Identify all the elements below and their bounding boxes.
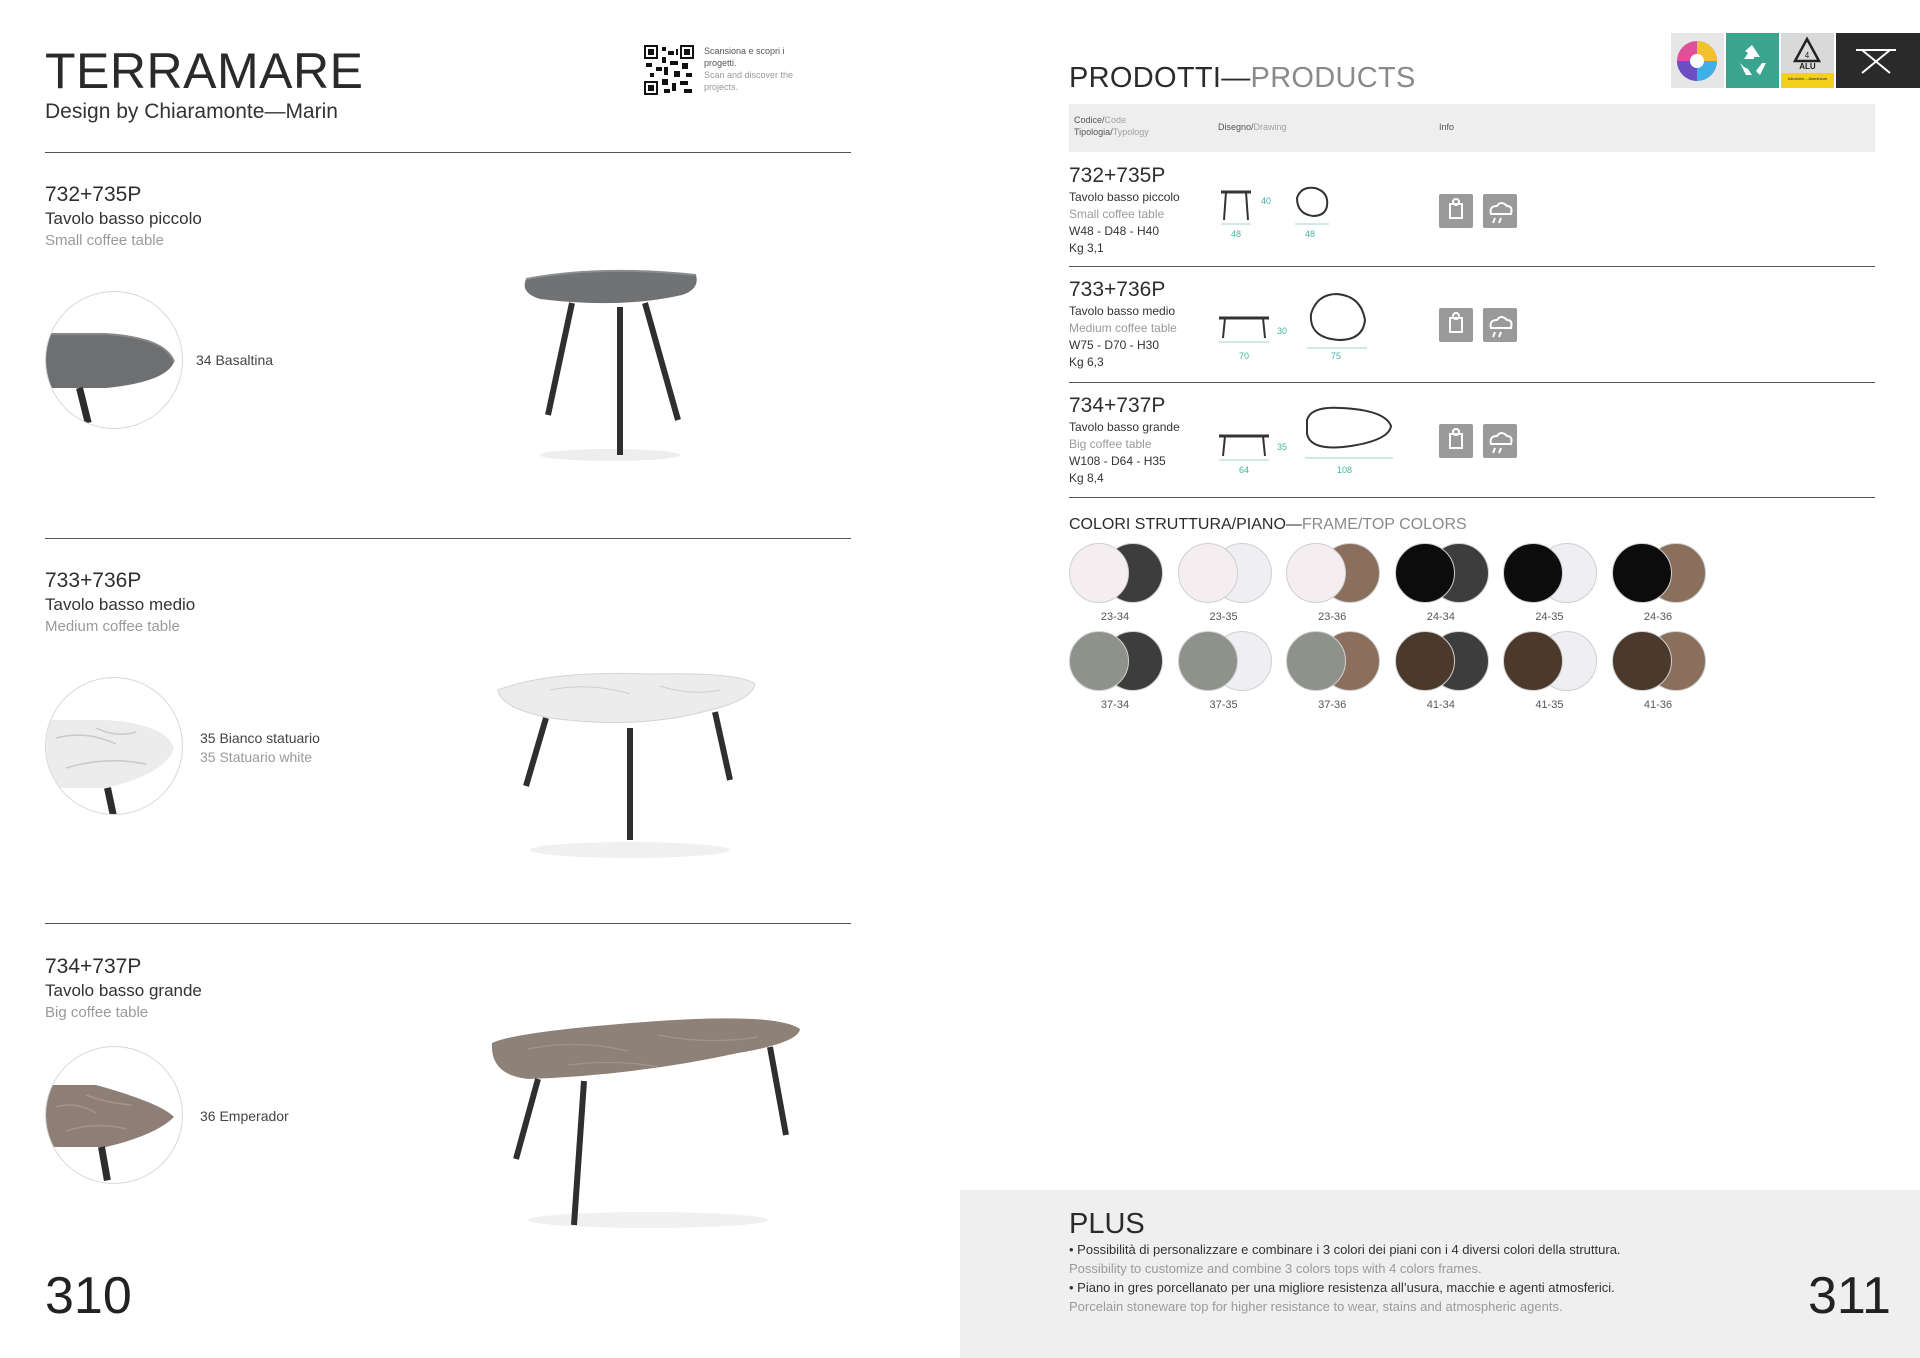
color-combo-37-35 bbox=[1178, 631, 1270, 711]
frame-color-dot bbox=[1612, 631, 1672, 691]
weather-resistant-icon bbox=[1483, 194, 1517, 228]
page-number: 310 bbox=[45, 1267, 132, 1325]
table-row bbox=[1069, 164, 1875, 264]
qr-caption-en: Scan and discover the projects. bbox=[704, 70, 794, 92]
drawing-height: 40 bbox=[1261, 196, 1272, 206]
frame-color-dot bbox=[1069, 543, 1129, 603]
plus-line-1-en: Possibility to customize and combine 3 colors tops with 4 colors frames. bbox=[1069, 1261, 1482, 1276]
top-drawing bbox=[1303, 288, 1371, 352]
designer-subtitle: Design by Chiaramonte—Marin bbox=[45, 100, 338, 123]
recycle-icon bbox=[1726, 33, 1779, 88]
colors-title-it: COLORI STRUTTURA/PIANO bbox=[1069, 516, 1286, 533]
product-name-en: Small coffee table bbox=[45, 232, 164, 249]
row-dimensions: W108 - D64 - H35 bbox=[1069, 454, 1166, 468]
row-dimensions: W75 - D70 - H30 bbox=[1069, 338, 1160, 352]
brand-title: TERRAMARE bbox=[45, 43, 364, 99]
color-combo-label: 37-34 bbox=[1100, 699, 1130, 711]
drawing-depth: 108 bbox=[1337, 465, 1353, 475]
products-title bbox=[1069, 62, 1416, 95]
row-name-en: Big coffee table bbox=[1069, 437, 1152, 451]
color-combo-label: 41-35 bbox=[1535, 699, 1564, 711]
finish-label: 34 Basaltina bbox=[196, 352, 274, 368]
colors-title-en: FRAME/TOP COLORS bbox=[1301, 516, 1467, 533]
drawing-depth: 75 bbox=[1331, 351, 1342, 361]
row-code: 734+737P bbox=[1069, 394, 1166, 417]
table-row bbox=[1069, 278, 1875, 378]
frame-color-dot bbox=[1286, 543, 1346, 603]
frame-color-dot bbox=[1286, 631, 1346, 691]
products-title-it: PRODOTTI bbox=[1069, 62, 1222, 94]
frame-color-dot bbox=[1395, 543, 1455, 603]
row-weight: Kg 3,1 bbox=[1069, 241, 1104, 255]
color-combo-41-35 bbox=[1503, 631, 1595, 711]
color-combo-label: 41-34 bbox=[1426, 699, 1455, 711]
color-combo-41-36 bbox=[1612, 631, 1704, 711]
top-drawing bbox=[1301, 400, 1397, 462]
divider bbox=[45, 923, 851, 924]
frame-color-dot bbox=[1503, 631, 1563, 691]
drawing-depth: 48 bbox=[1305, 229, 1316, 239]
header-drawing bbox=[1218, 121, 1287, 133]
table-row bbox=[1069, 394, 1875, 494]
frame-color-dot bbox=[1395, 631, 1455, 691]
product-name-en: Medium coffee table bbox=[45, 618, 180, 635]
page-number: 311 bbox=[1808, 1267, 1891, 1325]
color-combo-label: 24-35 bbox=[1535, 611, 1564, 623]
weight-info-icon bbox=[1439, 308, 1473, 342]
color-combo-23-35 bbox=[1178, 543, 1270, 623]
header-code-en: Code bbox=[1104, 115, 1127, 125]
products-title-sep: — bbox=[1221, 62, 1251, 94]
qr-caption bbox=[704, 45, 804, 93]
color-combo-label: 24-36 bbox=[1643, 611, 1673, 623]
header-type-en: Typology bbox=[1112, 127, 1149, 137]
colors-title-sep: — bbox=[1285, 516, 1302, 533]
header-drawing-it: Disegno/ bbox=[1218, 122, 1254, 132]
product-name-it: Tavolo basso medio bbox=[45, 595, 196, 614]
alu-caption: Alluminio – Aluminium bbox=[1787, 76, 1828, 81]
medium-table-image bbox=[490, 660, 770, 860]
aluminium-icon bbox=[1781, 33, 1834, 88]
row-name-it: Tavolo basso grande bbox=[1069, 420, 1180, 434]
brand-logo-icon bbox=[1836, 33, 1920, 88]
frame-color-dot bbox=[1069, 631, 1129, 691]
drawing-width: 70 bbox=[1239, 351, 1250, 361]
finish-label-en: 35 Statuario white bbox=[200, 749, 313, 765]
plus-line-2-en: Porcelain stoneware top for higher resistance to wear, stains and atmospheric agents. bbox=[1069, 1299, 1563, 1314]
weather-resistant-icon bbox=[1483, 308, 1517, 342]
drawing-height: 35 bbox=[1277, 442, 1288, 452]
row-code: 732+735P bbox=[1069, 164, 1166, 187]
product-code: 732+735P bbox=[45, 183, 142, 206]
color-combo-label: 23-34 bbox=[1100, 611, 1130, 623]
top-drawing bbox=[1291, 182, 1333, 226]
header-drawing-en: Drawing bbox=[1253, 122, 1287, 132]
plus-line-2-it: • Piano in gres porcellanato per una migliore resistenza all’usura, macchie e agenti atmosferici. bbox=[1069, 1280, 1615, 1295]
header-code-it: Codice/ bbox=[1074, 115, 1105, 125]
header-code bbox=[1074, 114, 1149, 138]
header-info: Info bbox=[1439, 122, 1455, 132]
plus-line-1-it: • Possibilità di personalizzare e combinare i 3 colori dei piani con i 4 diversi colori della struttura. bbox=[1069, 1242, 1621, 1257]
row-weight: Kg 6,3 bbox=[1069, 355, 1104, 369]
header-type-it: Tipologia/ bbox=[1074, 127, 1113, 137]
svg-text:4: 4 bbox=[1804, 51, 1810, 60]
divider bbox=[45, 152, 851, 153]
divider bbox=[45, 538, 851, 539]
row-dimensions: W48 - D48 - H40 bbox=[1069, 224, 1160, 238]
row-code: 733+736P bbox=[1069, 278, 1166, 301]
weight-info-icon bbox=[1439, 424, 1473, 458]
frame-color-dot bbox=[1178, 631, 1238, 691]
row-divider bbox=[1069, 266, 1875, 267]
row-name-en: Small coffee table bbox=[1069, 207, 1165, 221]
big-table-image bbox=[488, 1015, 808, 1235]
product-name-it: Tavolo basso grande bbox=[45, 981, 202, 1000]
frame-color-dot bbox=[1503, 543, 1563, 603]
color-combo-label: 37-36 bbox=[1318, 699, 1347, 711]
product-name-en: Big coffee table bbox=[45, 1004, 149, 1021]
qr-caption-it: Scansiona e scopri i progetti. bbox=[704, 46, 785, 68]
color-wheel-icon bbox=[1671, 33, 1724, 88]
plus-title: PLUS bbox=[1069, 1208, 1145, 1240]
row-divider bbox=[1069, 497, 1875, 498]
weight-info-icon bbox=[1439, 194, 1473, 228]
product-code: 734+737P bbox=[45, 955, 142, 978]
finish-label bbox=[200, 729, 320, 767]
weather-resistant-icon bbox=[1483, 424, 1517, 458]
side-drawing bbox=[1217, 314, 1271, 344]
drawing-width: 64 bbox=[1239, 465, 1250, 475]
side-drawing bbox=[1217, 432, 1271, 462]
color-combo-23-36 bbox=[1286, 543, 1378, 623]
color-combo-24-34 bbox=[1395, 543, 1487, 623]
row-weight: Kg 8,4 bbox=[1069, 471, 1104, 485]
finish-label-it: 35 Bianco statuario bbox=[200, 730, 320, 746]
finish-swatch-bianco-statuario bbox=[45, 677, 183, 815]
finish-label: 36 Emperador bbox=[200, 1108, 289, 1124]
row-divider bbox=[1069, 382, 1875, 383]
color-combo-41-34 bbox=[1395, 631, 1487, 711]
finish-swatch-emperador bbox=[45, 1046, 183, 1184]
color-combo-24-36 bbox=[1612, 543, 1704, 623]
alu-label: ALU bbox=[1799, 62, 1816, 71]
feature-badges bbox=[1671, 33, 1920, 88]
color-combo-label: 41-36 bbox=[1643, 699, 1673, 711]
color-combo-24-35 bbox=[1503, 543, 1595, 623]
frame-color-dot bbox=[1178, 543, 1238, 603]
drawing-height: 30 bbox=[1277, 326, 1288, 336]
color-combo-label: 24-34 bbox=[1426, 611, 1455, 623]
row-name-en: Medium coffee table bbox=[1069, 321, 1177, 335]
small-table-image bbox=[510, 265, 710, 465]
product-name-it: Tavolo basso piccolo bbox=[45, 209, 202, 228]
qr-code-icon[interactable] bbox=[644, 45, 694, 95]
color-combo-37-36 bbox=[1286, 631, 1378, 711]
drawing-width: 48 bbox=[1231, 229, 1242, 239]
products-title-en: PRODUCTS bbox=[1250, 62, 1416, 94]
color-combo-37-34 bbox=[1069, 631, 1161, 711]
color-combo-label: 23-36 bbox=[1318, 611, 1347, 623]
finish-swatch-basaltina bbox=[45, 291, 183, 429]
color-combo-23-34 bbox=[1069, 543, 1161, 623]
row-name-it: Tavolo basso medio bbox=[1069, 304, 1176, 318]
color-combo-label: 23-35 bbox=[1209, 611, 1238, 623]
product-code: 733+736P bbox=[45, 569, 142, 592]
colors-title bbox=[1069, 516, 1467, 534]
row-name-it: Tavolo basso piccolo bbox=[1069, 190, 1180, 204]
frame-color-dot bbox=[1612, 543, 1672, 603]
table-header bbox=[1069, 104, 1875, 152]
side-drawing bbox=[1217, 186, 1257, 226]
color-combo-label: 37-35 bbox=[1209, 699, 1238, 711]
